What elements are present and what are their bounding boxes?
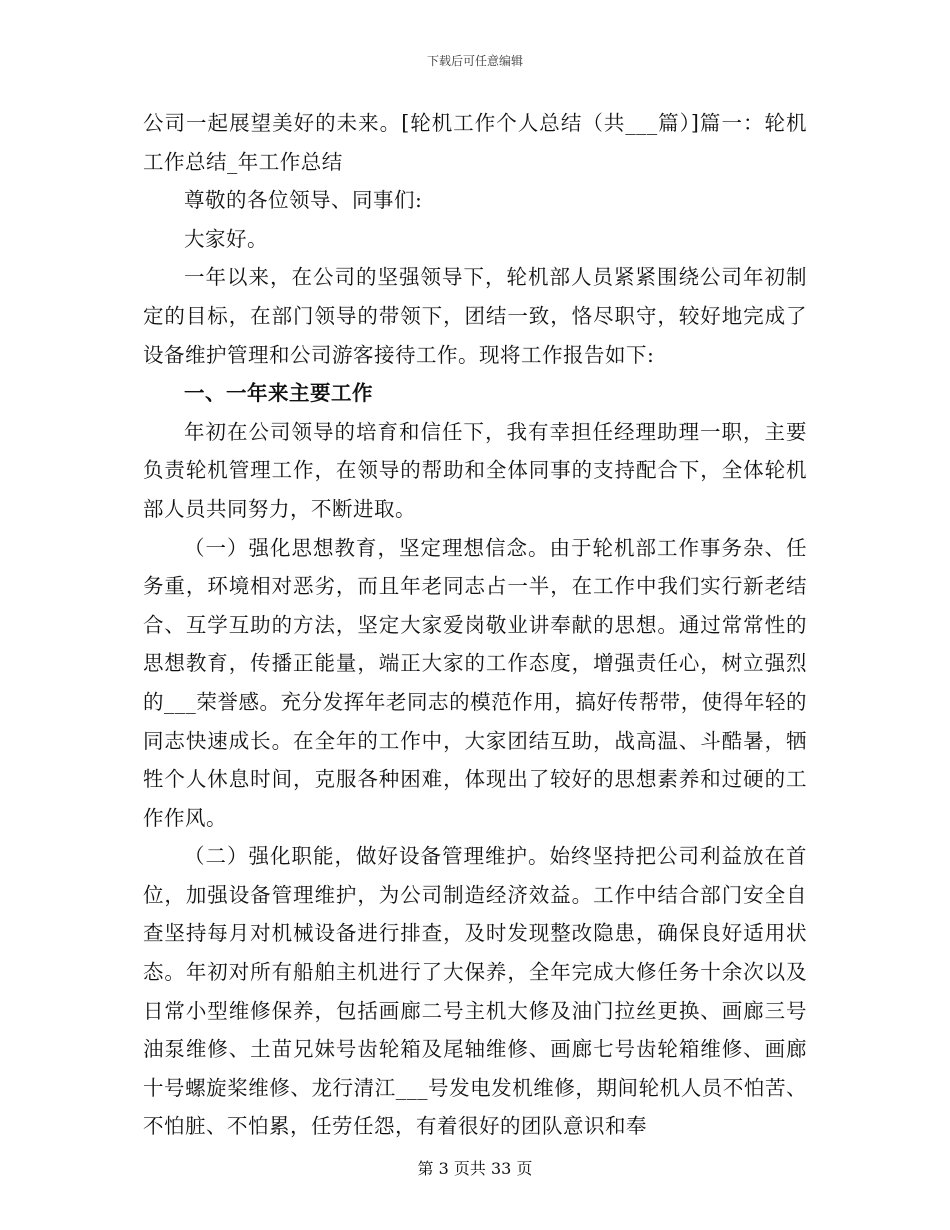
salutation: 尊敬的各位领导、同事们: [184, 188, 423, 213]
paragraph-role: 年初在公司领导的培育和信任下，我有幸担任经理助理一职，主要负责轮机管理工作，在领导的帮助和全体同事的支持配合下，全体轮机部人员共同努力，不断进取。 [143, 419, 807, 521]
paragraph-continuation: 公司一起展望美好的未来。[轮机工作个人总结（共___篇）]篇一：轮机工作总结_年工作总结 [143, 111, 807, 174]
page-footer: 第 3 页共 33 页 [417, 1159, 533, 1178]
paragraph-education: （一）强化思想教育，坚定理想信念。由于轮机部工作事务杂、任务重，环境相对恶劣，而且年老同志占一半，在工作中我们实行新老结合、互学互助的方法，坚定大家爱岗敬业讲奉献的思想。通过常常性的思想教育，传播正能量，端正大家的工作态度，增强责任心，树立强烈的___荣誉感。充分发挥年老同志的模范作用，搞好传帮带，使得年轻的同志快速成长。在全年的工作中，大家团结互助，战高温、斗酷暑，牺牲个人休息时间，克服各种困难，体现出了较好的思想素养和过硬的工作作风。 [143, 535, 807, 830]
page-header: 下载后可任意编辑 [426, 54, 523, 68]
paragraph-intro: 一年以来，在公司的坚强领导下，轮机部人员紧紧围绕公司年初制定的目标，在部门领导的带领下，团结一致，恪尽职守，较好地完成了设备维护管理和公司游客接待工作。现将工作报告如下: [143, 265, 807, 367]
document-body [143, 104, 807, 1146]
greeting: 大家好。 [184, 226, 268, 251]
section-heading: 一、一年来主要工作 [184, 381, 373, 406]
paragraph-maintenance: （二）强化职能，做好设备管理维护。始终坚持把公司利益放在首位，加强设备管理维护，为公司制造经济效益。工作中结合部门安全自查坚持每月对机械设备进行排查，及时发现整改隐患，确保良好适用状态。年初对所有船舶主机进行了大保养，全年完成大修任务十余次以及日常小型维修保养，包括画廊二号主机大修及油门拉丝更换、画廊三号油泵维修、土苗兄妹号齿轮箱及尾轴维修、画廊七号齿轮箱维修、画廊十号螺旋桨维修、龙行清江___号发电发机维修，期间轮机人员不怕苦、不怕脏、不怕累，任劳任怨，有着很好的团队意识和奉 [143, 844, 807, 1139]
